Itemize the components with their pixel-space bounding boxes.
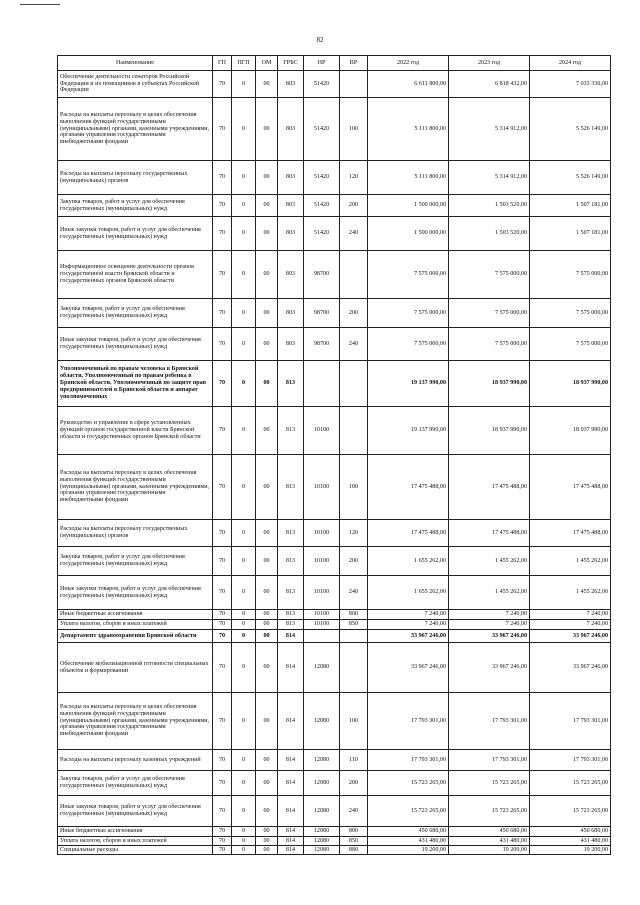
row-pgp: 0 bbox=[232, 71, 256, 98]
row-2024: 1 455 262,00 bbox=[530, 547, 611, 576]
row-2023: 18 937 990,00 bbox=[449, 361, 530, 407]
col-header-pgp: ПГП bbox=[232, 56, 256, 71]
row-vr: 110 bbox=[340, 750, 368, 771]
row-name: Иные закупки товаров, работ и услуг для обеспечения государственных (муниципальных) нужд bbox=[58, 796, 213, 827]
row-grbs: 814 bbox=[278, 771, 304, 796]
row-pgp: 0 bbox=[232, 796, 256, 827]
row-2023: 17 475 488,00 bbox=[449, 455, 530, 520]
row-name: Иные бюджетные ассигнования bbox=[58, 827, 213, 837]
col-header-om: ОМ bbox=[256, 56, 278, 71]
row-2024: 17 793 301,00 bbox=[530, 693, 611, 750]
row-grbs: 813 bbox=[278, 361, 304, 407]
row-pgp: 0 bbox=[232, 643, 256, 693]
row-om: 00 bbox=[256, 576, 278, 610]
col-header-gp: ГП bbox=[213, 56, 232, 71]
row-2024: 431 480,00 bbox=[530, 837, 611, 846]
row-om: 00 bbox=[256, 71, 278, 98]
row-vr: 120 bbox=[340, 520, 368, 547]
row-2024: 33 967 246,00 bbox=[530, 643, 611, 693]
row-2022: 7 240,00 bbox=[368, 620, 449, 630]
row-2022: 15 723 265,00 bbox=[368, 771, 449, 796]
row-2022: 1 500 000,00 bbox=[368, 195, 449, 217]
table-body bbox=[58, 71, 611, 855]
table-row bbox=[58, 98, 611, 161]
row-nr: 12080 bbox=[304, 846, 340, 855]
row-nr: 12080 bbox=[304, 643, 340, 693]
row-2024: 1 507 181,00 bbox=[530, 217, 611, 251]
table-row bbox=[58, 195, 611, 217]
row-2022: 17 793 301,00 bbox=[368, 750, 449, 771]
row-name: Закупка товаров, работ и услуг для обеспечения государственных (муниципальных) нужд bbox=[58, 195, 213, 217]
row-2022: 6 611 800,00 bbox=[368, 71, 449, 98]
row-nr bbox=[304, 361, 340, 407]
row-om: 00 bbox=[256, 846, 278, 855]
row-vr: 850 bbox=[340, 837, 368, 846]
row-vr: 240 bbox=[340, 576, 368, 610]
row-grbs: 803 bbox=[278, 328, 304, 361]
row-vr: 200 bbox=[340, 195, 368, 217]
row-vr: 240 bbox=[340, 328, 368, 361]
row-vr: 100 bbox=[340, 98, 368, 161]
row-nr: 10100 bbox=[304, 520, 340, 547]
row-2023: 7 240,00 bbox=[449, 620, 530, 630]
row-2023: 450 680,00 bbox=[449, 827, 530, 837]
row-om: 00 bbox=[256, 827, 278, 837]
row-nr: 12080 bbox=[304, 693, 340, 750]
row-gp: 70 bbox=[213, 520, 232, 547]
row-nr: 10100 bbox=[304, 455, 340, 520]
row-nr: 12080 bbox=[304, 796, 340, 827]
row-gp: 70 bbox=[213, 328, 232, 361]
row-om: 00 bbox=[256, 251, 278, 299]
col-header-2022: 2022 год bbox=[368, 56, 449, 71]
row-2024: 33 967 246,00 bbox=[530, 630, 611, 643]
row-pgp: 0 bbox=[232, 846, 256, 855]
row-pgp: 0 bbox=[232, 407, 256, 455]
row-name: Расходы на выплаты персоналу в целях обеспечения выполнения функций государственными (муниципальными) органами, казенными учреждениями, органами управления государственными внебюджетными фондами bbox=[58, 98, 213, 161]
row-vr bbox=[340, 643, 368, 693]
row-grbs: 813 bbox=[278, 547, 304, 576]
row-gp: 70 bbox=[213, 620, 232, 630]
page-number: 82 bbox=[316, 36, 324, 44]
row-pgp: 0 bbox=[232, 217, 256, 251]
row-2023: 33 967 246,00 bbox=[449, 643, 530, 693]
row-om: 00 bbox=[256, 547, 278, 576]
row-nr: 51420 bbox=[304, 98, 340, 161]
row-nr: 12080 bbox=[304, 771, 340, 796]
row-om: 00 bbox=[256, 796, 278, 827]
row-pgp: 0 bbox=[232, 827, 256, 837]
row-vr: 200 bbox=[340, 547, 368, 576]
row-pgp: 0 bbox=[232, 361, 256, 407]
table-row bbox=[58, 796, 611, 827]
row-2023: 7 575 000,00 bbox=[449, 251, 530, 299]
row-2022: 7 575 000,00 bbox=[368, 328, 449, 361]
table-row bbox=[58, 610, 611, 620]
table-row bbox=[58, 630, 611, 643]
row-2024: 17 793 301,00 bbox=[530, 750, 611, 771]
row-vr: 800 bbox=[340, 827, 368, 837]
row-pgp: 0 bbox=[232, 520, 256, 547]
row-name: Расходы на выплаты персоналу в целях обеспечения выполнения функций государственными (муниципальными) органами, казенными учреждениями, органами управления государственными внебюджетными фондами bbox=[58, 693, 213, 750]
row-2024: 19 200,00 bbox=[530, 846, 611, 855]
row-om: 00 bbox=[256, 328, 278, 361]
row-pgp: 0 bbox=[232, 161, 256, 195]
row-2023: 1 503 520,00 bbox=[449, 217, 530, 251]
row-vr: 100 bbox=[340, 455, 368, 520]
row-2024: 7 033 330,00 bbox=[530, 71, 611, 98]
row-2023: 1 503 520,00 bbox=[449, 195, 530, 217]
table-row bbox=[58, 71, 611, 98]
row-2022: 450 680,00 bbox=[368, 827, 449, 837]
row-2023: 15 723 265,00 bbox=[449, 771, 530, 796]
row-2023: 5 314 912,00 bbox=[449, 98, 530, 161]
table-row bbox=[58, 750, 611, 771]
row-grbs: 803 bbox=[278, 161, 304, 195]
row-grbs: 813 bbox=[278, 407, 304, 455]
row-gp: 70 bbox=[213, 750, 232, 771]
row-om: 00 bbox=[256, 620, 278, 630]
row-pgp: 0 bbox=[232, 299, 256, 328]
col-header-2024: 2024 год bbox=[530, 56, 611, 71]
row-2022: 19 137 990,00 bbox=[368, 361, 449, 407]
row-2022: 19 137 990,00 bbox=[368, 407, 449, 455]
row-nr: 10100 bbox=[304, 547, 340, 576]
row-nr: 10100 bbox=[304, 610, 340, 620]
row-vr: 850 bbox=[340, 620, 368, 630]
row-2024: 15 723 265,00 bbox=[530, 771, 611, 796]
row-nr bbox=[304, 630, 340, 643]
row-om: 00 bbox=[256, 643, 278, 693]
row-gp: 70 bbox=[213, 837, 232, 846]
row-gp: 70 bbox=[213, 407, 232, 455]
row-2024: 18 937 990,00 bbox=[530, 407, 611, 455]
top-rule bbox=[20, 4, 60, 5]
row-2023: 19 200,00 bbox=[449, 846, 530, 855]
row-2022: 33 967 246,00 bbox=[368, 630, 449, 643]
table-row bbox=[58, 161, 611, 195]
row-om: 00 bbox=[256, 407, 278, 455]
row-grbs: 813 bbox=[278, 455, 304, 520]
row-2023: 6 818 432,00 bbox=[449, 71, 530, 98]
table-row bbox=[58, 251, 611, 299]
row-om: 00 bbox=[256, 98, 278, 161]
row-gp: 70 bbox=[213, 576, 232, 610]
row-om: 00 bbox=[256, 195, 278, 217]
table-row bbox=[58, 361, 611, 407]
row-grbs: 814 bbox=[278, 846, 304, 855]
col-header-2023: 2023 год bbox=[449, 56, 530, 71]
row-2022: 1 655 262,00 bbox=[368, 576, 449, 610]
row-2023: 1 455 262,00 bbox=[449, 547, 530, 576]
row-om: 00 bbox=[256, 299, 278, 328]
table-header-row bbox=[58, 56, 611, 71]
row-grbs: 814 bbox=[278, 837, 304, 846]
table-row bbox=[58, 643, 611, 693]
row-nr: 12080 bbox=[304, 827, 340, 837]
table-row bbox=[58, 771, 611, 796]
row-gp: 70 bbox=[213, 251, 232, 299]
row-vr: 200 bbox=[340, 771, 368, 796]
row-grbs: 814 bbox=[278, 693, 304, 750]
row-vr: 200 bbox=[340, 299, 368, 328]
col-header-nr: НР bbox=[304, 56, 340, 71]
row-2024: 5 526 149,00 bbox=[530, 98, 611, 161]
row-2024: 450 680,00 bbox=[530, 827, 611, 837]
row-2024: 1 507 181,00 bbox=[530, 195, 611, 217]
row-2022: 15 723 265,00 bbox=[368, 796, 449, 827]
row-2022: 1 500 000,00 bbox=[368, 217, 449, 251]
row-grbs: 803 bbox=[278, 251, 304, 299]
row-gp: 70 bbox=[213, 771, 232, 796]
table-row bbox=[58, 547, 611, 576]
row-om: 00 bbox=[256, 610, 278, 620]
row-grbs: 813 bbox=[278, 520, 304, 547]
row-2023: 18 937 990,00 bbox=[449, 407, 530, 455]
row-gp: 70 bbox=[213, 195, 232, 217]
row-vr bbox=[340, 361, 368, 407]
row-vr: 100 bbox=[340, 693, 368, 750]
row-pgp: 0 bbox=[232, 328, 256, 361]
row-name: Уплата налогов, сборов и иных платежей bbox=[58, 837, 213, 846]
row-2024: 7 575 000,00 bbox=[530, 328, 611, 361]
row-grbs: 814 bbox=[278, 643, 304, 693]
table-row bbox=[58, 846, 611, 855]
row-name: Иные закупки товаров, работ и услуг для обеспечения государственных (муниципальных) нужд bbox=[58, 217, 213, 251]
row-2023: 17 793 301,00 bbox=[449, 693, 530, 750]
row-grbs: 803 bbox=[278, 98, 304, 161]
row-2023: 5 314 912,00 bbox=[449, 161, 530, 195]
row-om: 00 bbox=[256, 217, 278, 251]
row-name: Иные бюджетные ассигнования bbox=[58, 610, 213, 620]
row-2022: 1 655 262,00 bbox=[368, 547, 449, 576]
row-name: Расходы на выплаты персоналу государственных (муниципальных) органов bbox=[58, 520, 213, 547]
row-name: Иные закупки товаров, работ и услуг для обеспечения государственных (муниципальных) нужд bbox=[58, 328, 213, 361]
row-2024: 18 937 990,00 bbox=[530, 361, 611, 407]
row-pgp: 0 bbox=[232, 620, 256, 630]
row-pgp: 0 bbox=[232, 455, 256, 520]
row-nr: 51420 bbox=[304, 217, 340, 251]
row-vr bbox=[340, 630, 368, 643]
row-gp: 70 bbox=[213, 98, 232, 161]
row-2022: 17 475 488,00 bbox=[368, 520, 449, 547]
row-name: Информационное освещение деятельности органов государственной власти Брянской области и государственных органов Брянской области bbox=[58, 251, 213, 299]
row-gp: 70 bbox=[213, 643, 232, 693]
row-nr: 10100 bbox=[304, 620, 340, 630]
row-name: Специальные расходы bbox=[58, 846, 213, 855]
row-grbs: 814 bbox=[278, 796, 304, 827]
row-name: Департамент здравоохранения Брянской области bbox=[58, 630, 213, 643]
row-pgp: 0 bbox=[232, 630, 256, 643]
row-vr: 240 bbox=[340, 796, 368, 827]
row-grbs: 814 bbox=[278, 750, 304, 771]
row-nr: 10100 bbox=[304, 576, 340, 610]
row-gp: 70 bbox=[213, 630, 232, 643]
row-pgp: 0 bbox=[232, 98, 256, 161]
row-om: 00 bbox=[256, 750, 278, 771]
row-om: 00 bbox=[256, 361, 278, 407]
row-pgp: 0 bbox=[232, 837, 256, 846]
table-row bbox=[58, 827, 611, 837]
row-pgp: 0 bbox=[232, 771, 256, 796]
row-pgp: 0 bbox=[232, 576, 256, 610]
col-header-name: Наименование bbox=[58, 56, 213, 71]
row-2023: 7 575 000,00 bbox=[449, 328, 530, 361]
row-name: Обеспечение мобилизационной готовности специальных объектов и формирований bbox=[58, 643, 213, 693]
row-nr: 51420 bbox=[304, 161, 340, 195]
table-row bbox=[58, 520, 611, 547]
row-2023: 33 967 246,00 bbox=[449, 630, 530, 643]
row-nr: 12080 bbox=[304, 750, 340, 771]
row-2024: 7 575 000,00 bbox=[530, 299, 611, 328]
row-nr: 98700 bbox=[304, 299, 340, 328]
row-2024: 7 240,00 bbox=[530, 620, 611, 630]
row-2022: 5 111 800,00 bbox=[368, 161, 449, 195]
row-gp: 70 bbox=[213, 161, 232, 195]
budget-table bbox=[57, 55, 611, 855]
row-2023: 431 480,00 bbox=[449, 837, 530, 846]
row-gp: 70 bbox=[213, 361, 232, 407]
row-gp: 70 bbox=[213, 217, 232, 251]
row-grbs: 814 bbox=[278, 827, 304, 837]
row-2022: 33 967 246,00 bbox=[368, 643, 449, 693]
row-name: Расходы на выплаты персоналу в целях обеспечения выполнения функций государственными (муниципальными) органами, казенными учреждениями, органами управления государственными внебюджетными фондами bbox=[58, 455, 213, 520]
row-vr bbox=[340, 251, 368, 299]
row-2023: 15 723 265,00 bbox=[449, 796, 530, 827]
row-name: Расходы на выплаты персоналу государственных (муниципальных) органов bbox=[58, 161, 213, 195]
row-pgp: 0 bbox=[232, 195, 256, 217]
table-row bbox=[58, 328, 611, 361]
row-grbs: 813 bbox=[278, 576, 304, 610]
row-gp: 70 bbox=[213, 547, 232, 576]
row-om: 00 bbox=[256, 455, 278, 520]
row-name: Закупка товаров, работ и услуг для обеспечения государственных (муниципальных) нужд bbox=[58, 547, 213, 576]
row-name: Закупка товаров, работ и услуг для обеспечения государственных (муниципальных) нужд bbox=[58, 771, 213, 796]
table-row bbox=[58, 837, 611, 846]
row-2023: 17 793 301,00 bbox=[449, 750, 530, 771]
row-name: Расходы на выплаты персоналу казенных учреждений bbox=[58, 750, 213, 771]
table-row bbox=[58, 576, 611, 610]
table-row bbox=[58, 693, 611, 750]
row-pgp: 0 bbox=[232, 610, 256, 620]
col-header-vr: ВР bbox=[340, 56, 368, 71]
row-grbs: 803 bbox=[278, 217, 304, 251]
row-2022: 7 575 000,00 bbox=[368, 299, 449, 328]
row-name: Обеспечение деятельности сенаторов Российской Федерации и их помощников в субъектах Российской Федерации bbox=[58, 71, 213, 98]
row-gp: 70 bbox=[213, 610, 232, 620]
row-pgp: 0 bbox=[232, 251, 256, 299]
row-grbs: 813 bbox=[278, 620, 304, 630]
row-nr: 51420 bbox=[304, 195, 340, 217]
row-gp: 70 bbox=[213, 796, 232, 827]
table-row bbox=[58, 455, 611, 520]
row-grbs: 803 bbox=[278, 299, 304, 328]
row-vr: 240 bbox=[340, 217, 368, 251]
row-2024: 17 475 488,00 bbox=[530, 455, 611, 520]
row-om: 00 bbox=[256, 161, 278, 195]
row-vr bbox=[340, 407, 368, 455]
row-pgp: 0 bbox=[232, 547, 256, 576]
row-om: 00 bbox=[256, 771, 278, 796]
col-header-grbs: ГРБС bbox=[278, 56, 304, 71]
row-2024: 7 240,00 bbox=[530, 610, 611, 620]
row-2022: 431 480,00 bbox=[368, 837, 449, 846]
row-2022: 7 575 000,00 bbox=[368, 251, 449, 299]
row-2024: 1 455 262,00 bbox=[530, 576, 611, 610]
row-2022: 17 793 301,00 bbox=[368, 693, 449, 750]
row-nr: 98700 bbox=[304, 251, 340, 299]
row-2022: 19 200,00 bbox=[368, 846, 449, 855]
row-nr: 51420 bbox=[304, 71, 340, 98]
row-2023: 17 475 488,00 bbox=[449, 520, 530, 547]
row-gp: 70 bbox=[213, 455, 232, 520]
row-om: 00 bbox=[256, 630, 278, 643]
table-row bbox=[58, 299, 611, 328]
row-gp: 70 bbox=[213, 71, 232, 98]
row-2022: 7 240,00 bbox=[368, 610, 449, 620]
row-2023: 1 455 262,00 bbox=[449, 576, 530, 610]
row-om: 00 bbox=[256, 520, 278, 547]
row-grbs: 814 bbox=[278, 630, 304, 643]
row-gp: 70 bbox=[213, 693, 232, 750]
row-nr: 98700 bbox=[304, 328, 340, 361]
row-name: Иные закупки товаров, работ и услуг для обеспечения государственных (муниципальных) нужд bbox=[58, 576, 213, 610]
row-gp: 70 bbox=[213, 827, 232, 837]
row-gp: 70 bbox=[213, 846, 232, 855]
row-vr: 800 bbox=[340, 610, 368, 620]
row-2024: 15 723 265,00 bbox=[530, 796, 611, 827]
row-2024: 17 475 488,00 bbox=[530, 520, 611, 547]
row-grbs: 803 bbox=[278, 195, 304, 217]
row-vr bbox=[340, 71, 368, 98]
row-grbs: 803 bbox=[278, 71, 304, 98]
row-pgp: 0 bbox=[232, 750, 256, 771]
row-nr: 12080 bbox=[304, 837, 340, 846]
table-row bbox=[58, 407, 611, 455]
row-vr: 120 bbox=[340, 161, 368, 195]
row-2024: 7 575 000,00 bbox=[530, 251, 611, 299]
row-name: Закупка товаров, работ и услуг для обеспечения государственных (муниципальных) нужд bbox=[58, 299, 213, 328]
row-pgp: 0 bbox=[232, 693, 256, 750]
row-2022: 17 475 488,00 bbox=[368, 455, 449, 520]
table-row bbox=[58, 217, 611, 251]
row-name: Уполномоченный по правам человека в Брянской области, Уполномоченный по правам ребенка в Брянской области, Уполномоченный по защите прав предпринимателей в Брянской области и аппарат уполномоченных bbox=[58, 361, 213, 407]
row-2022: 5 111 800,00 bbox=[368, 98, 449, 161]
row-om: 00 bbox=[256, 837, 278, 846]
row-nr: 10100 bbox=[304, 407, 340, 455]
row-grbs: 813 bbox=[278, 610, 304, 620]
table-row bbox=[58, 620, 611, 630]
row-2023: 7 575 000,00 bbox=[449, 299, 530, 328]
row-name: Уплата налогов, сборов и иных платежей bbox=[58, 620, 213, 630]
row-2023: 7 240,00 bbox=[449, 610, 530, 620]
row-vr: 880 bbox=[340, 846, 368, 855]
row-name: Руководство и управление в сфере установленных функций органов государственной власти Брянской области и государственных органов Брянской области bbox=[58, 407, 213, 455]
row-om: 00 bbox=[256, 693, 278, 750]
row-2024: 5 526 149,00 bbox=[530, 161, 611, 195]
row-gp: 70 bbox=[213, 299, 232, 328]
